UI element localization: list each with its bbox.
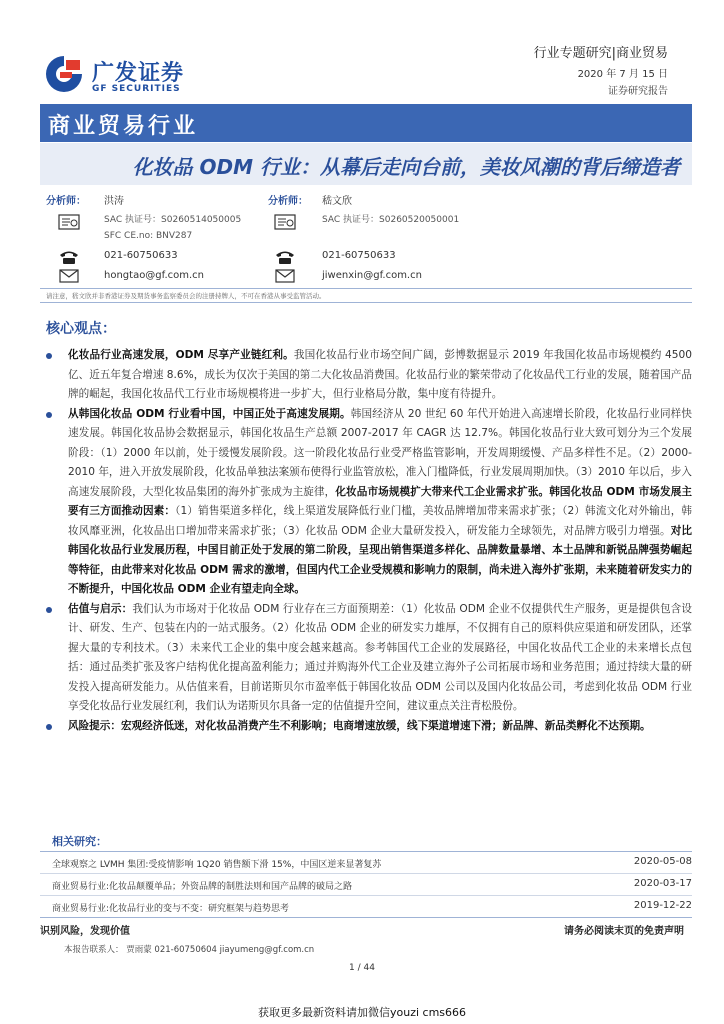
- mail-icon: [274, 268, 296, 284]
- bullet-item: [40, 405, 692, 600]
- industry-title: 商业贸易行业: [48, 114, 199, 139]
- certificate-icon: [274, 214, 296, 230]
- divider: [40, 851, 692, 852]
- mail-icon: [58, 268, 80, 284]
- related-item-date: 2020-05-08: [633, 856, 692, 867]
- analyst-2-sac: SAC 执证号：S0260520050001: [322, 215, 460, 225]
- bullet-icon: [46, 724, 52, 730]
- logo-subtext: GF SECURITIES: [92, 84, 181, 94]
- analyst-label: 分析师：: [46, 196, 86, 207]
- bullet-heading: 风险提示：: [68, 719, 121, 732]
- bullet-bold: 宏观经济低迷，对化妆品消费产生不利影响；电商增速放缓，线下渠道增速下滑；新品牌、新品类孵化不达预期。: [120, 719, 651, 732]
- disclaimer: 请注意，嵇文欣并非香港证券及期货事务监察委员会的注册持牌人，不可在香港从事受监管活动。: [46, 292, 326, 300]
- bullet-text: 我国化妆品行业市场空间广阔，彭博数据显示 2019 年我国化妆品市场规模约 4500 亿、近五年复合增速 8.6%，成长为仅次于美国的第二大化妆品消费国。化妆品行业的繁荣带动了化妆品代工行业的发展，随着国产品牌的崛起，我国化妆品代工行业市场规模将进一步扩大，但行业格局分散，集中度有待提升。: [68, 349, 692, 400]
- analyst-1-email[interactable]: hongtao@gf.com.cn: [104, 270, 204, 281]
- contact-info: 本报告联系人： 贾雨蒙 021-60750604 jiayumeng@gf.com.cn: [64, 945, 315, 955]
- related-item-date: 2019-12-22: [633, 900, 692, 911]
- analyst-1-name: 洪涛: [104, 196, 124, 207]
- footer-disclaimer: 请务必阅读末页的免责声明: [564, 926, 684, 937]
- bullet-text: 我们认为市场对于化妆品 ODM 行业存在三方面预期差：（1）化妆品 ODM 企业不仅提供代生产服务，更是提供包含设计、研发、生产、包装在内的一站式服务。（2）化妆品 ODM 企业的研发实力雄厚，不仅拥有自己的原料供应渠道和研发团队，还掌握大量的专利技术。（3）未来代工企业的集中度会越来越高。参考韩国代工企业的发展路径，中国化妆品代工企业的未来增长点包括：通过品类扩张及客户结构优化提高盈利能力；通过并购海外代工企业及建立海外子公司拓展市场和业务范围；通过持续大量的研发投入提高研发能力。从估值来看，目前诺斯贝尔市盈率低于韩国化妆品 ODM 公司以及国内化妆品公司，考虑到化妆品 ODM 行业享受化妆品行业发展红利，我们认为诺斯贝尔具备一定的估值提升空间，建议重点关注青松股份。: [68, 602, 692, 712]
- related-title: 相关研究：: [52, 835, 107, 848]
- analyst-1-sac: SAC 执证号：S0260514050005: [104, 215, 242, 225]
- core-bullets: [40, 346, 692, 736]
- page-number: 1 / 44: [349, 963, 375, 973]
- related-item-title: 商业贸易行业:化妆品颠覆单品；外资品牌的制胜法则和国产品牌的破局之路: [52, 882, 353, 892]
- related-item[interactable]: [40, 853, 692, 873]
- report-title-band: [40, 143, 692, 185]
- analyst-1-phone: 021-60750633: [104, 250, 178, 261]
- phone-icon: [58, 249, 80, 265]
- bullet-icon: [46, 607, 52, 613]
- bullet-bold: 化妆品市场规模扩大带来代工企业需求扩张。韩国化妆品 ODM 市场发展主要有三方面推动因素：: [68, 485, 693, 517]
- bullet-icon: [46, 412, 52, 418]
- related-item-title: 全球观察之 LVMH 集团:受疫情影响 1Q20 销售额下滑 15%，中国区逆来显著复苏: [52, 860, 382, 870]
- analyst-1-sfc: SFC CE.no: BNV287: [104, 231, 193, 241]
- related-item[interactable]: [40, 897, 692, 917]
- divider: [40, 917, 692, 918]
- bullet-heading: 从韩国化妆品 ODM 行业看中国，中国正处于高速发展期。: [68, 407, 351, 420]
- divider: [40, 288, 692, 289]
- bullet-icon: [46, 353, 52, 359]
- certificate-icon: [58, 214, 80, 230]
- related-item-title: 商业贸易行业:化妆品行业的变与不变：研究框架与趋势思考: [52, 904, 290, 914]
- report-label: 证券研究报告: [608, 86, 668, 97]
- footer-slogan: 识别风险，发现价值: [40, 926, 130, 937]
- divider: [40, 873, 692, 874]
- report-type: 行业专题研究|商业贸易: [533, 46, 668, 61]
- bullet-item: [40, 717, 692, 737]
- promo-text: 获取更多最新资料请加微信youzi cms666: [257, 1006, 467, 1019]
- divider: [40, 302, 692, 303]
- bullet-item: [40, 600, 692, 717]
- bullet-item: [40, 346, 692, 405]
- report-date: 2020 年 7 月 15 日: [577, 69, 668, 80]
- bullet-heading: 化妆品行业高速发展，ODM 尽享产业链红利。: [68, 349, 294, 361]
- analyst-2-email[interactable]: jiwenxin@gf.com.cn: [322, 270, 422, 281]
- analyst-2-phone: 021-60750633: [322, 250, 396, 261]
- report-title: 化妆品 ODM 行业：从幕后走向台前，美妆风潮的背后缔造者: [132, 155, 680, 179]
- gf-logo-icon: [44, 54, 84, 94]
- related-item-date: 2020-03-17: [633, 878, 692, 889]
- bullet-bold: 对比韩国化妆品行业发展历程，中国目前正处于发展的第二阶段，呈现出销售渠道多样化、品牌数量暴增、本土品牌和新锐品牌强势崛起等特征，由此带来对化妆品 ODM 需求的激增，但国内代工企业受规模和影响力的限制，尚未进入海外扩张期，未来随着研发实力的不断提升，中国化妆品 ODM 企业有望走向全球。: [68, 524, 693, 595]
- phone-icon: [274, 249, 296, 265]
- bullet-heading: 估值与启示：: [68, 602, 133, 615]
- bullet-text: 韩国经济从 20 世纪 60 年代开始进入高速增长阶段，化妆品行业同样快速发展。韩国化妆品协会数据显示，韩国化妆品生产总额 2007-2017 年 CAGR 达 12.7%。韩国化妆品行业大致可划分为三个发展阶段：（1）2000 年以前，处于缓慢发展阶段。这一阶段化妆品行业受严格监管影响，开发周期缓慢、产品多样性不足。（2）2000-2010 年，进入开放发展阶段，化妆品单独法案颁布使得行业监管放松，准入门槛降低，行业发展周期加快。（3）2010 年以后，步入高速发展阶段，大型化妆品集团的海外扩张成为主旋律，: [68, 407, 692, 498]
- logo-text: 广发证券: [92, 61, 185, 86]
- related-item[interactable]: [40, 875, 692, 895]
- core-title: 核心观点：: [46, 321, 116, 337]
- bullet-text: （1）销售渠道多样化，线上渠道发展降低行业门槛，美妆品牌增加带来需求扩张；（2）韩流文化对外输出，韩妆风靡亚洲，化妆品出口增加带来需求扩张；（3）化妆品 ODM 企业大量研发投入，研发能力全球领先，对品牌方吸引力增强。: [68, 505, 692, 537]
- analyst-2-name: 嵇文欣: [322, 196, 352, 207]
- divider: [40, 895, 692, 896]
- analyst-label-2: 分析师：: [268, 196, 308, 207]
